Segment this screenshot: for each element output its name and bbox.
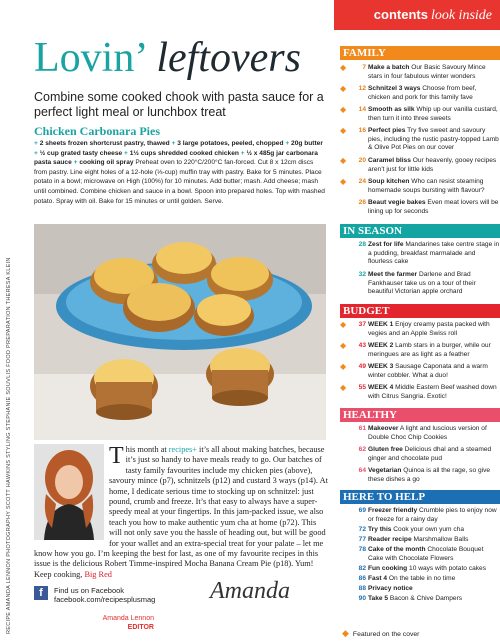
- section-healthy: HEALTHY: [340, 408, 500, 422]
- page-number: 88: [358, 585, 366, 592]
- item-text: Delicious dhal and a steamed ginger and chocolate pud: [368, 446, 492, 462]
- section-budget: BUDGET: [340, 304, 500, 318]
- item-title: Make a batch: [368, 64, 410, 71]
- ingredient: ½ x 485g jar carbonara pasta sauce: [34, 149, 318, 167]
- item-text: Middle Eastern Beef washed down with Citrus Sangria. Exotic!: [368, 384, 497, 400]
- list-item[interactable]: [340, 178, 500, 195]
- featured-text: Featured on the cover: [352, 631, 420, 638]
- page-number: 90: [358, 595, 366, 602]
- page-number: 49: [358, 363, 366, 370]
- item-text: Mandarines take centre stage in a pudding, breakfast marmalade and flourless cake: [368, 241, 500, 266]
- plus-icon: +: [171, 140, 176, 147]
- item-text: Cook your own yum cha: [391, 526, 465, 533]
- method-text: Preheat oven to 220°C/200°C fan-forced. Cut 8 x 12cm discs from pastry. Line eight holes of a 12-hole (⅓-cup) muffin tray with pastry. Bake for 5 minutes. Place potato in a bowl; microwave on High (100%) for 10 minutes. Add butter; mash. Add cheese; mash until combined. Combine chicken and sauce in a bowl. Spoon into prepared holes. Top with mashed potato. Spray with oil. Bake for 15 minutes or until golden. Serve.: [34, 159, 325, 205]
- item-text: Our heavenly, gooey recipes aren’t just for little kids: [368, 157, 497, 173]
- ingredient: 1½ cups shredded cooked chicken: [129, 149, 239, 157]
- look-inside-label: look inside: [430, 8, 492, 23]
- page-number: 55: [358, 384, 366, 391]
- star-icon: ◆: [340, 84, 347, 93]
- editor-letter: [34, 445, 328, 580]
- star-icon: ◆: [340, 362, 347, 371]
- contents-column: [334, 0, 500, 642]
- list-item[interactable]: [340, 546, 500, 563]
- plus-icon: +: [285, 140, 290, 147]
- list-item[interactable]: [340, 526, 500, 535]
- item-title: Perfect pies: [368, 127, 406, 134]
- item-title: Privacy notice: [368, 585, 413, 592]
- page-number: 37: [358, 321, 366, 328]
- item-title: Try this: [368, 526, 392, 533]
- ingredient: ½ cup grated tasty cheese: [39, 149, 123, 157]
- list-item[interactable]: [340, 446, 500, 463]
- vertical-credits: [4, 24, 14, 634]
- page-number: 32: [358, 271, 366, 278]
- item-text: On the table in no time: [387, 575, 456, 582]
- page-number: 20: [358, 157, 366, 164]
- item-title: WEEK 3: [368, 363, 394, 370]
- item-text: A light and luscious version of Double Choc Chip Cookies: [368, 425, 487, 441]
- page-number: 62: [358, 446, 366, 453]
- page-number: 14: [358, 106, 366, 113]
- contents-header: [334, 0, 500, 30]
- ingredient: 3 large potatoes, peeled, chopped: [177, 140, 284, 147]
- contents-label: contents: [373, 7, 428, 22]
- list-item[interactable]: [340, 585, 500, 594]
- recipe-title: Chicken Carbonara Pies: [34, 124, 160, 138]
- section-family: FAMILY: [340, 46, 500, 60]
- item-title: Beaut vegie bakes: [368, 199, 426, 206]
- star-icon: ◆: [340, 341, 347, 350]
- brand-name: recipes+: [168, 445, 197, 454]
- star-icon: ◆: [340, 126, 347, 135]
- letter-signoff: Big Red: [84, 569, 112, 579]
- star-icon: ◆: [340, 105, 347, 114]
- editor-signature: Amanda: [210, 578, 290, 604]
- page-number: 28: [358, 241, 366, 248]
- title-part-b: leftovers: [156, 35, 301, 81]
- item-text: Even meat lovers will be lining up for seconds: [368, 199, 499, 215]
- feature-title: [34, 34, 301, 82]
- item-title: WEEK 2: [368, 342, 394, 349]
- list-item[interactable]: [340, 241, 500, 267]
- ingredient: cooking oil spray: [79, 159, 134, 167]
- list-item[interactable]: [340, 575, 500, 584]
- item-title: Reader recipe: [368, 536, 412, 543]
- page-number: 26: [358, 199, 366, 206]
- feature-subtitle: Combine some cooked chook with pasta sauce for a perfect light meal or lunchbox treat: [34, 90, 324, 119]
- item-title: Schnitzel 3 ways: [368, 85, 421, 92]
- star-icon: ◆: [340, 156, 347, 165]
- list-item[interactable]: [340, 342, 500, 359]
- list-item[interactable]: [340, 157, 500, 174]
- list-item[interactable]: [340, 127, 500, 153]
- item-text: Bacon & Chive Dampers: [388, 595, 463, 602]
- page-number: 78: [358, 546, 366, 553]
- plus-icon: +: [73, 159, 78, 167]
- credits-text: RECIPE AMANDA LENNON PHOTOGRAPHY SCOTT HAWKINS STYLING STEPHANIE SOUVLIS FOOD PREPARATION THERESA KLEIN: [6, 257, 12, 634]
- featured-note: [342, 628, 419, 639]
- item-title: Soup kitchen: [368, 178, 410, 185]
- plus-icon: +: [240, 149, 245, 157]
- page-number: 82: [358, 565, 366, 572]
- section-here-to-help: HERE TO HELP: [340, 490, 500, 504]
- ingredient: 20g butter: [291, 140, 323, 147]
- item-title: Meet the farmer: [368, 271, 418, 278]
- ingredient: 2 sheets frozen shortcrust pastry, thawed: [39, 140, 170, 147]
- star-icon: ◆: [340, 320, 347, 329]
- item-text: Lamb stars in a burger, while our meringues are as light as a feather: [368, 342, 491, 358]
- item-title: Take 5: [368, 595, 389, 602]
- list-item[interactable]: [340, 363, 500, 380]
- star-icon: ◆: [342, 628, 349, 638]
- star-icon: ◆: [340, 177, 347, 186]
- editor-name: Amanda Lennon: [102, 615, 154, 622]
- item-text: Who can resist steaming homemade soups bursting with flavour?: [368, 178, 485, 194]
- star-icon: ◆: [340, 383, 347, 392]
- item-title: Fun cooking: [368, 565, 408, 572]
- plus-icon: +: [124, 149, 128, 157]
- title-part-a: Lovin’: [34, 35, 149, 81]
- pies-photo: [34, 224, 326, 440]
- facebook-link[interactable]: [34, 584, 184, 614]
- list-item[interactable]: [340, 536, 500, 545]
- star-icon: ◆: [340, 63, 347, 72]
- facebook-line-2[interactable]: facebook.com/recipesplusmag: [54, 595, 156, 604]
- list-item[interactable]: [340, 425, 500, 442]
- item-text: Try five sweet and savoury pies, including the rustic pastry-topped Lamb & Olive Pot Pies on our cover: [368, 127, 499, 152]
- letter-text-1: his month at: [125, 445, 169, 454]
- item-text: 10 ways with potato cakes: [407, 565, 487, 572]
- page-number: 69: [358, 507, 366, 514]
- plus-icon: +: [34, 149, 38, 157]
- item-text: Our Basic Savoury Mince stars in four fabulous winter wonders: [368, 64, 486, 80]
- item-text: Marshmallow Balls: [411, 536, 469, 543]
- item-text: Crumble pies to enjoy now or freeze for a rainy day: [368, 507, 497, 523]
- page-number: 16: [358, 127, 366, 134]
- item-title: WEEK 4: [368, 384, 394, 391]
- page-number: 7: [362, 64, 366, 71]
- item-text: Choose from beef, chicken and pork for this family fave: [368, 85, 477, 101]
- recipe-body: [34, 139, 326, 206]
- page-number: 61: [358, 425, 366, 432]
- item-text: Whip up our vanilla custard, then turn it into three sweets: [368, 106, 498, 122]
- list-item[interactable]: [340, 384, 500, 401]
- editor-role: EDITOR: [127, 624, 154, 631]
- page-number: 12: [358, 85, 366, 92]
- list-item[interactable]: [340, 595, 500, 604]
- list-item[interactable]: [340, 85, 500, 102]
- letter-text-2: it’s all about making batches, because it’s just so handy to have meals ready to go. Our batches of tasty family favourites include my chicken pies (above), savoury mince (p7), schnitzels (p12) and custard 3 ways (p14). At home, I dedicate serious time to stocking up on schnitzel: just pound, crumb and freeze. It’s that easy to always have a super-speedy meal at your fingertips. In this jam-packed issue, we also teach you how to make authentic yum cha at home (p72). This will not only save you the hassle of heading out, but will be good for your wallet and an extra-special treat for your palate – let me know how you go. I’m keeping the best for last, as one of my favourite recipes in this issue is the delicious Robert Timme-inspired Mocha Banana Cream Pie (p18). Yum! Keep cooking,: [34, 445, 328, 579]
- item-title: Makeover: [368, 425, 399, 432]
- list-item[interactable]: [340, 467, 500, 484]
- list-item[interactable]: [340, 199, 500, 216]
- item-title: Cake of the month: [368, 546, 426, 553]
- list-item[interactable]: [340, 64, 500, 81]
- page-number: 86: [358, 575, 366, 582]
- item-text: Sausage Caponata and a warm winter cobbler. What a duo!: [368, 363, 488, 379]
- list-item[interactable]: [340, 565, 500, 574]
- plus-icon: +: [34, 140, 38, 147]
- item-text: Quinoa is all the rage, so give these dishes a go: [368, 467, 491, 483]
- item-title: Smooth as silk: [368, 106, 415, 113]
- page-number: 72: [358, 526, 366, 533]
- item-text: Chocolate Bouquet Cake with Chocolate Flowers: [368, 546, 484, 562]
- item-text: Darlene and Brad Fankhauser take us on a tour of their beautiful Victorian apple orchard: [368, 271, 476, 296]
- item-title: Caramel bliss: [368, 157, 411, 164]
- item-title: Fast 4: [368, 575, 388, 582]
- list-item[interactable]: [340, 106, 500, 123]
- page-number: 64: [358, 467, 366, 474]
- item-title: Vegetarian: [368, 467, 402, 474]
- item-text: Enjoy creamy pasta packed with vegies and an Apple Swiss roll: [368, 321, 490, 337]
- section-in-season: IN SEASON: [340, 224, 500, 238]
- drop-cap: T: [109, 443, 124, 469]
- item-title: Freezer friendly: [368, 507, 418, 514]
- facebook-icon: f: [34, 586, 48, 600]
- list-item[interactable]: [340, 271, 500, 297]
- item-title: WEEK 1: [368, 321, 394, 328]
- list-item[interactable]: [340, 507, 500, 524]
- facebook-line-1: Find us on Facebook: [54, 586, 125, 595]
- list-item[interactable]: [340, 321, 500, 338]
- page-number: 43: [358, 342, 366, 349]
- item-title: Zest for life: [368, 241, 404, 248]
- pies-illustration: [34, 224, 326, 440]
- item-title: Gluten free: [368, 446, 403, 453]
- page-number: 24: [358, 178, 366, 185]
- page-number: 77: [358, 536, 366, 543]
